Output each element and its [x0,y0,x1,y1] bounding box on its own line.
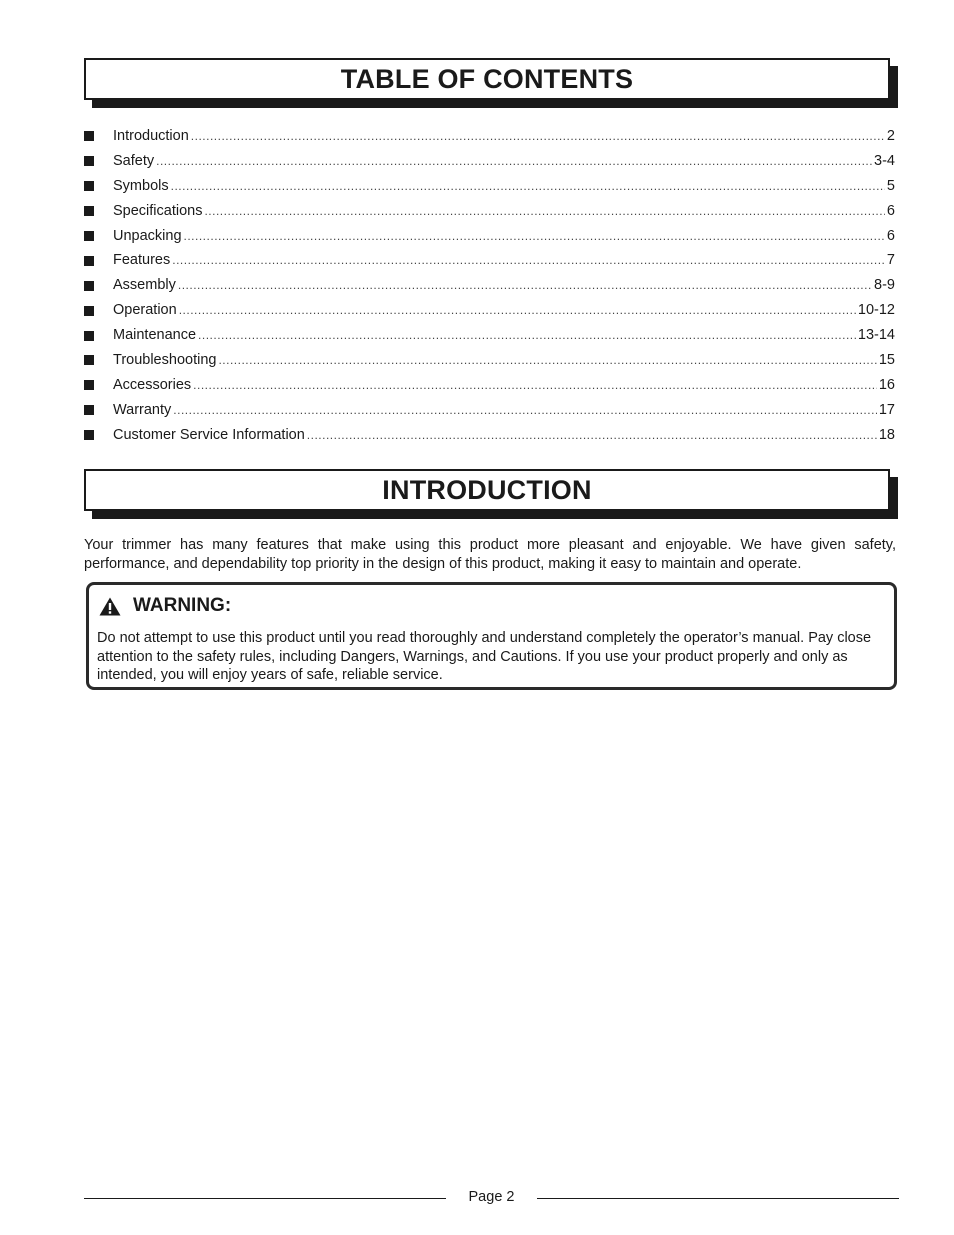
introduction-heading-box [84,469,890,511]
square-bullet-icon [84,256,94,266]
introduction-paragraph: Your trimmer has many features that make using this product more pleasant and enjoyable. We have given safety, performance, and dependability top priority in the design of this product, making it easy to maintain and operate. [84,537,896,572]
toc-item [84,298,895,323]
toc-item [84,323,895,348]
square-bullet-icon [84,355,94,365]
dot-leader [178,273,872,298]
toc-item-title: Specifications [113,202,203,219]
toc-item-page: 10-12 [857,302,895,319]
toc-item [84,124,895,149]
toc-item-page: 3-4 [874,152,895,169]
toc-item [84,174,895,199]
toc-item [84,398,895,423]
dot-leader [172,248,885,273]
toc-item-page: 2 [886,128,895,144]
toc-item-title: Accessories [113,376,192,393]
toc-item [84,348,895,373]
footer-rule-left [84,1198,446,1199]
dot-leader [218,348,876,373]
square-bullet-icon [84,281,94,291]
toc-item [84,199,895,224]
warning-body: Do not attempt to use this product until you read thoroughly and understand completely the operator’s manual. Pay close attention to the safety rules, including Dangers, Warnings, and Cautions. If you use your product properly and only as intended, you will enjoy years of safe, reliable service. [97,630,872,683]
toc-item [84,273,895,298]
dot-leader [184,224,885,249]
dot-leader [156,149,872,174]
warning-header [97,593,885,619]
footer-rule-right [537,1198,899,1199]
toc-item-title: Unpacking [113,227,182,244]
square-bullet-icon [84,430,94,440]
square-bullet-icon [84,331,94,341]
square-bullet-icon [84,231,94,241]
dot-leader [179,298,856,323]
square-bullet-icon [84,380,94,390]
toc-list [84,124,895,448]
toc-item-title: Troubleshooting [113,352,217,369]
toc-title: TABLE OF CONTENTS [340,63,634,94]
toc-item [84,373,895,398]
toc-item-page: 6 [886,227,895,244]
toc-item-page: 15 [878,352,895,369]
toc-item-page: 18 [878,426,895,443]
dot-leader [193,373,877,398]
toc-item-title: Safety [113,152,155,169]
dot-leader [173,398,877,423]
toc-item-title: Maintenance [113,327,197,344]
page-footer [84,1187,899,1209]
warning-triangle-icon [99,597,121,616]
toc-item-title: Symbols [113,177,169,194]
toc-item [84,248,895,273]
square-bullet-icon [84,405,94,415]
warning-box [86,582,897,690]
toc-item-page: 7 [886,252,895,269]
toc-item-title: Features [113,252,171,269]
square-bullet-icon [84,131,94,141]
toc-item-page: 13-14 [857,327,895,344]
toc-item [84,149,895,174]
dot-leader [204,199,884,224]
toc-item-page: 16 [878,376,895,393]
square-bullet-icon [84,206,94,216]
warning-title: WARNING: [133,595,232,616]
dot-leader [171,174,885,199]
toc-heading-box [84,58,890,100]
dot-leader [198,323,856,348]
toc-item-title: Customer Service Information [113,426,305,443]
dot-leader [191,124,885,149]
toc-item [84,224,895,249]
toc-item-title: Warranty [113,401,172,418]
introduction-title: INTRODUCTION [382,474,592,505]
toc-item-title: Introduction [113,128,189,144]
toc-item-page: 8-9 [874,277,895,294]
toc-item-page: 5 [886,177,895,194]
toc-item-title: Assembly [113,277,176,294]
toc-item-page: 17 [878,401,895,418]
toc-item [84,423,895,448]
toc-item-title: Operation [113,302,177,319]
square-bullet-icon [84,306,94,316]
toc-item-page: 6 [886,202,895,219]
square-bullet-icon [84,181,94,191]
dot-leader [307,423,877,448]
square-bullet-icon [84,156,94,166]
page-number: Page 2 [468,1189,515,1205]
